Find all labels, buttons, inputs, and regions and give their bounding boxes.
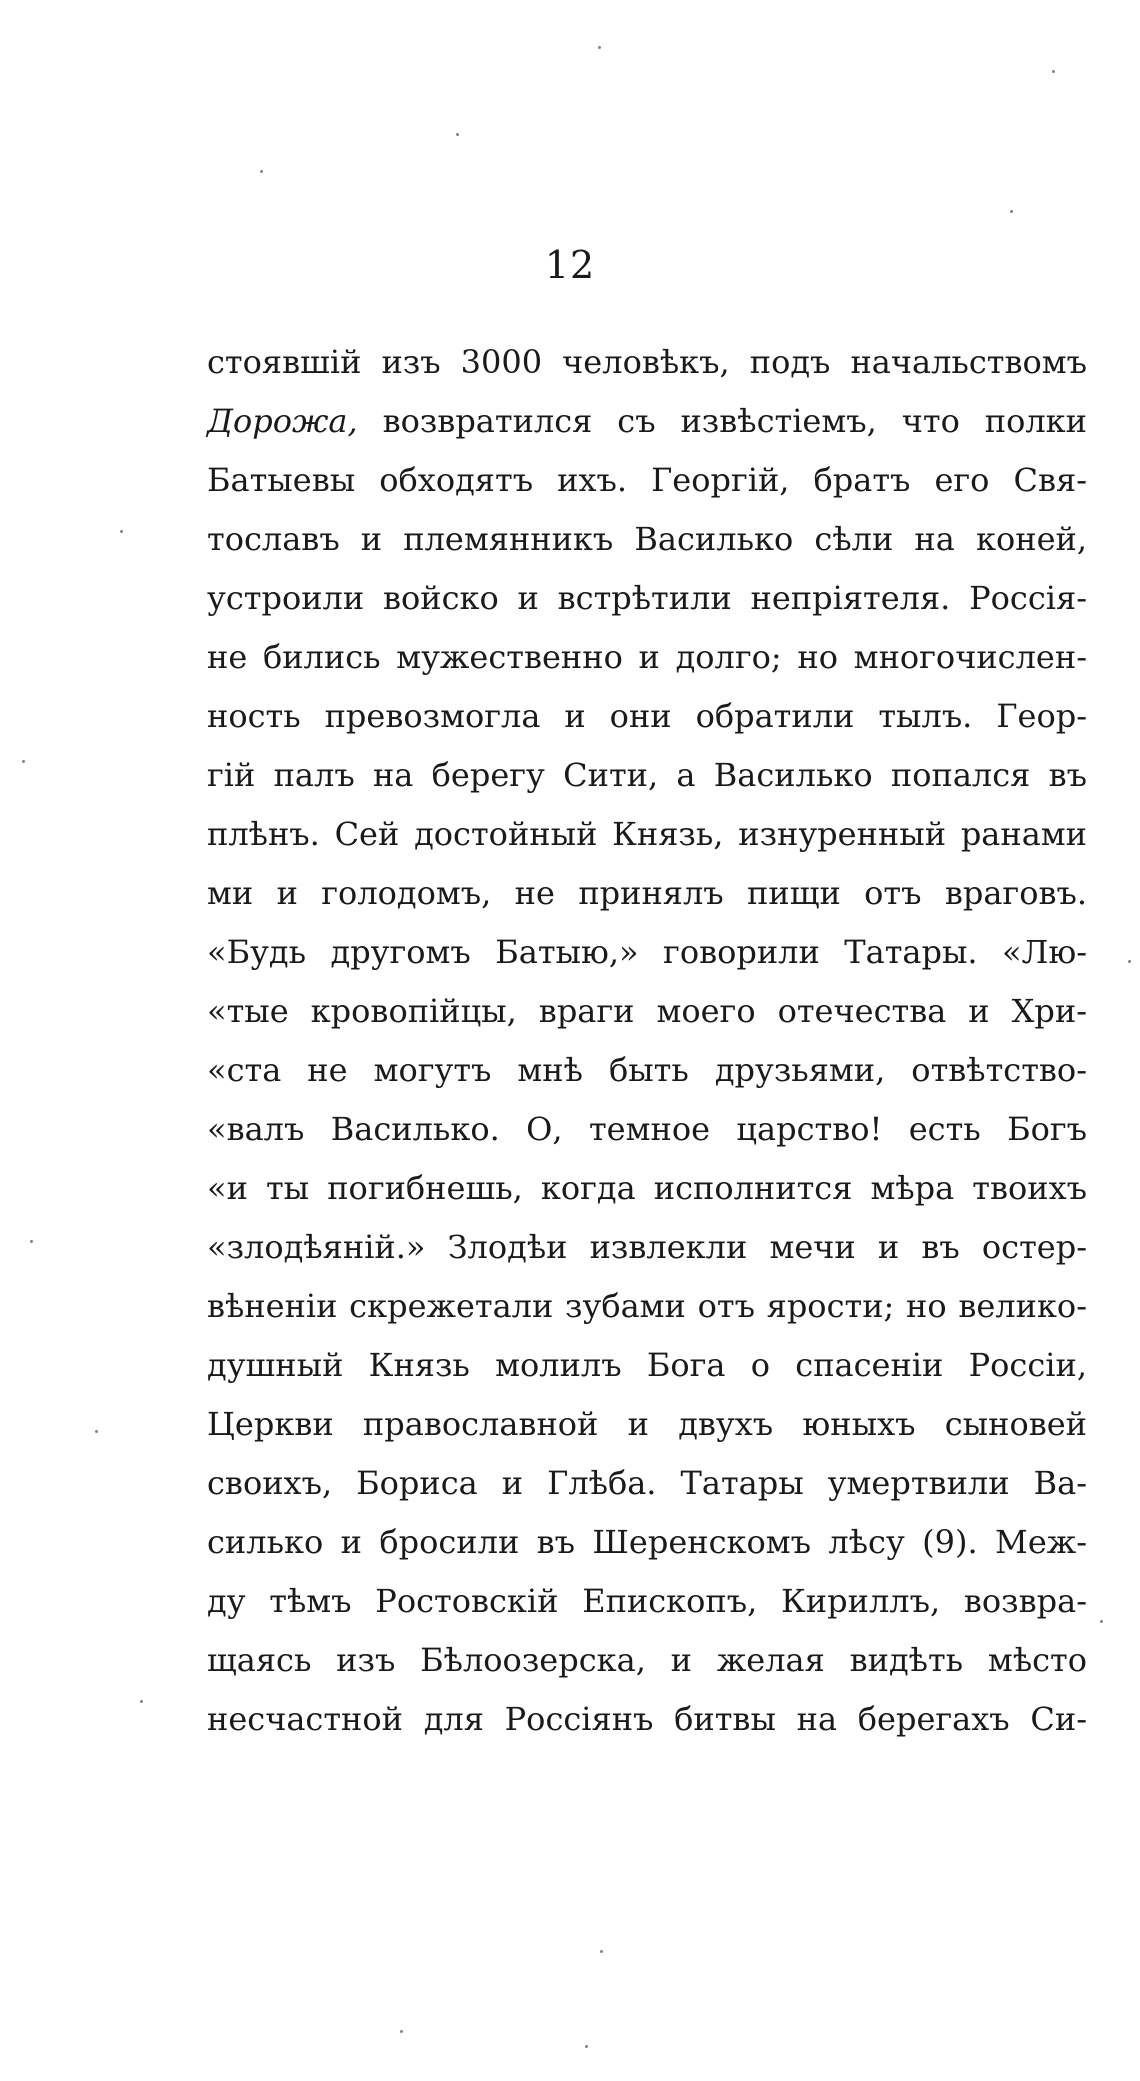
speck (585, 2045, 588, 2048)
text-line: «злодѣяній.» Злодѣи извлекли мечи и въ остер- (207, 1228, 1087, 1266)
speck (30, 1240, 33, 1243)
speck (22, 760, 25, 763)
speck (1128, 960, 1131, 963)
text-line: несчастной для Россіянъ битвы на берегахъ Си- (207, 1700, 1087, 1738)
text-line: Церкви православной и двухъ юныхъ сыновей (207, 1405, 1087, 1443)
text-line: гій палъ на берегу Сити, а Василько попался въ (207, 756, 1087, 794)
text-line: ность превозмогла и они обратили тылъ. Геор- (207, 697, 1087, 735)
text-line: Батыевы обходятъ ихъ. Георгій, братъ его Свя- (207, 461, 1087, 499)
text-line: душный Князь молилъ Бога о спасеніи Россіи, (207, 1346, 1087, 1384)
text-line: «и ты погибнешь, когда исполнится мѣра твоихъ (207, 1169, 1087, 1207)
text-line: «Будь другомъ Батыю,» говорили Татары. «Лю- (207, 933, 1087, 971)
text-line: «ста не могутъ мнѣ быть друзьями, отвѣтство- (207, 1051, 1087, 1089)
text-line: щаясь изъ Бѣлоозерска, и желая видѣть мѣсто (207, 1641, 1087, 1679)
text-line: ми и голодомъ, не принялъ пищи отъ враговъ. (207, 874, 1087, 912)
text-line: «тые кровопійцы, враги моего отечества и Хри- (207, 992, 1087, 1030)
text-line: своихъ, Бориса и Глѣба. Татары умертвили Ва- (207, 1464, 1087, 1502)
speck (140, 1700, 143, 1703)
speck (598, 46, 601, 49)
text-line: плѣнъ. Сей достойный Князь, изнуренный ранами (207, 815, 1087, 853)
speck (95, 1430, 98, 1433)
text-line: стоявшій изъ 3000 человѣкъ, подъ начальствомъ (207, 343, 1087, 381)
text-line: «валъ Василько. О, темное царство! есть Богъ (207, 1110, 1087, 1148)
text-line: тославъ и племянникъ Василько сѣли на коней, (207, 520, 1087, 558)
italic-name: Дорожа, (207, 402, 358, 440)
speck (1010, 210, 1013, 213)
speck (120, 530, 123, 533)
speck (260, 170, 263, 173)
speck (600, 1950, 603, 1953)
text-line: устроили войско и встрѣтили непріятеля. Россія- (207, 579, 1087, 617)
text-line: не бились мужественно и долго; но многочислен- (207, 638, 1087, 676)
body-text (207, 333, 1087, 1749)
text-line: ду тѣмъ Ростовскій Епископъ, Кириллъ, возвра- (207, 1582, 1087, 1620)
text-line: силько и бросили въ Шеренскомъ лѣсу (9). Меж- (207, 1523, 1087, 1561)
speck (1100, 1620, 1103, 1623)
speck (400, 2030, 403, 2033)
text-line: Дорожа, возвратился съ извѣстіемъ, что полки (207, 402, 1087, 440)
text-line: вѣненіи скрежетали зубами отъ ярости; но велико- (207, 1287, 1087, 1325)
page-number: 12 (544, 243, 596, 287)
speck (456, 133, 459, 136)
speck (1052, 70, 1055, 73)
